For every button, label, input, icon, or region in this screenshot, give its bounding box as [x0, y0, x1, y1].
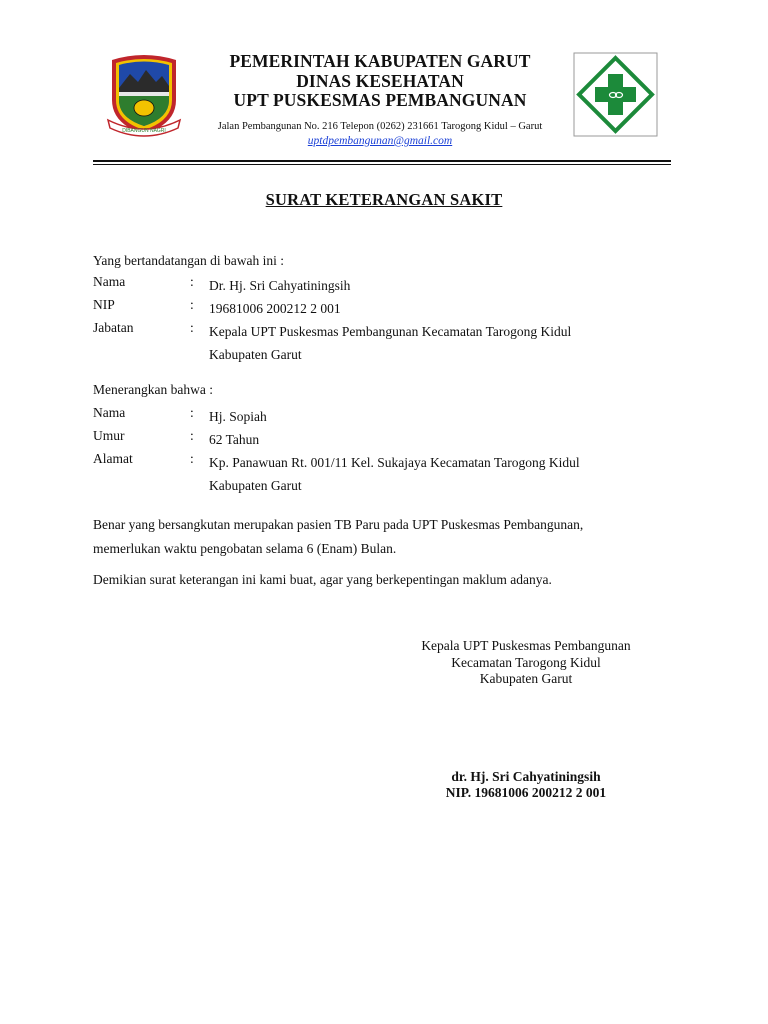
field-value: 62 Tahun: [209, 432, 260, 447]
field-label: Umur: [93, 428, 125, 443]
field-separator: :: [190, 451, 194, 466]
letterhead-divider-thin: [93, 164, 671, 165]
statement-line-2: memerlukan waktu pengobatan selama 6 (Enam) Bulan.: [93, 541, 397, 556]
letterhead-office: UPT PUSKESMAS PEMBANGUNAN: [233, 90, 527, 110]
field-value: Hj. Sopiah: [209, 409, 267, 424]
letterhead: [190, 52, 570, 111]
field-value-continued: Kabupaten Garut: [209, 347, 302, 362]
statement-line-1: Benar yang bersangkutan merupakan pasien TB Paru pada UPT Puskesmas Pembangunan,: [93, 517, 584, 532]
signatory-name: dr. Hj. Sri Cahyatiningsih: [451, 769, 601, 784]
letterhead-email-link[interactable]: uptdpembangunan@gmail.com: [307, 135, 453, 147]
field-separator: :: [190, 297, 194, 312]
letterhead-department: DINAS KESEHATAN: [296, 70, 464, 91]
field-label: Nama: [93, 274, 126, 289]
field-separator: :: [190, 428, 194, 443]
letterhead-divider-thick: [93, 160, 671, 162]
field-separator: :: [190, 274, 194, 289]
puskesmas-logo-icon: [573, 52, 658, 137]
field-value: Kp. Panawuan Rt. 001/11 Kel. Sukajaya Kecamatan Tarogong Kidul: [209, 455, 580, 470]
letter-title: SURAT KETERANGAN SAKIT: [265, 190, 503, 209]
field-value: Dr. Hj. Sri Cahyatiningsih: [209, 278, 351, 293]
field-separator: :: [190, 405, 194, 420]
signature-position-line-1: Kepala UPT Puskesmas Pembangunan: [421, 638, 631, 653]
field-value-continued: Kabupaten Garut: [209, 478, 302, 493]
letterhead-government: PEMERINTAH KABUPATEN GARUT: [229, 51, 531, 71]
field-label: NIP: [93, 297, 115, 312]
field-label: Nama: [93, 405, 126, 420]
garut-regency-emblem-icon: [106, 52, 182, 138]
letterhead-address: Jalan Pembangunan No. 216 Telepon (0262) 231661 Tarogong Kidul – Garut: [217, 121, 543, 132]
field-label: Alamat: [93, 451, 133, 466]
field-value: Kepala UPT Puskesmas Pembangunan Kecamatan Tarogong Kidul: [209, 324, 572, 339]
signature-position: [396, 638, 656, 688]
signature-position-line-2: Kecamatan Tarogong Kidul: [451, 654, 601, 670]
field-value: 19681006 200212 2 001: [209, 301, 341, 316]
explains-text: Menerangkan bahwa :: [93, 382, 213, 397]
signature-position-line-3: Kabupaten Garut: [479, 671, 573, 686]
field-separator: :: [190, 320, 194, 335]
closing-text: Demikian surat keterangan ini kami buat, agar yang berkepentingan maklum adanya.: [93, 572, 552, 587]
field-label: Jabatan: [93, 320, 134, 335]
signatory-nip: NIP. 19681006 200212 2 001: [445, 785, 607, 800]
emblem-ribbon-text: DIBANGUN NAGRI: [122, 128, 166, 134]
signatory: [396, 769, 656, 801]
intro-text: Yang bertandatangan di bawah ini :: [93, 253, 284, 268]
